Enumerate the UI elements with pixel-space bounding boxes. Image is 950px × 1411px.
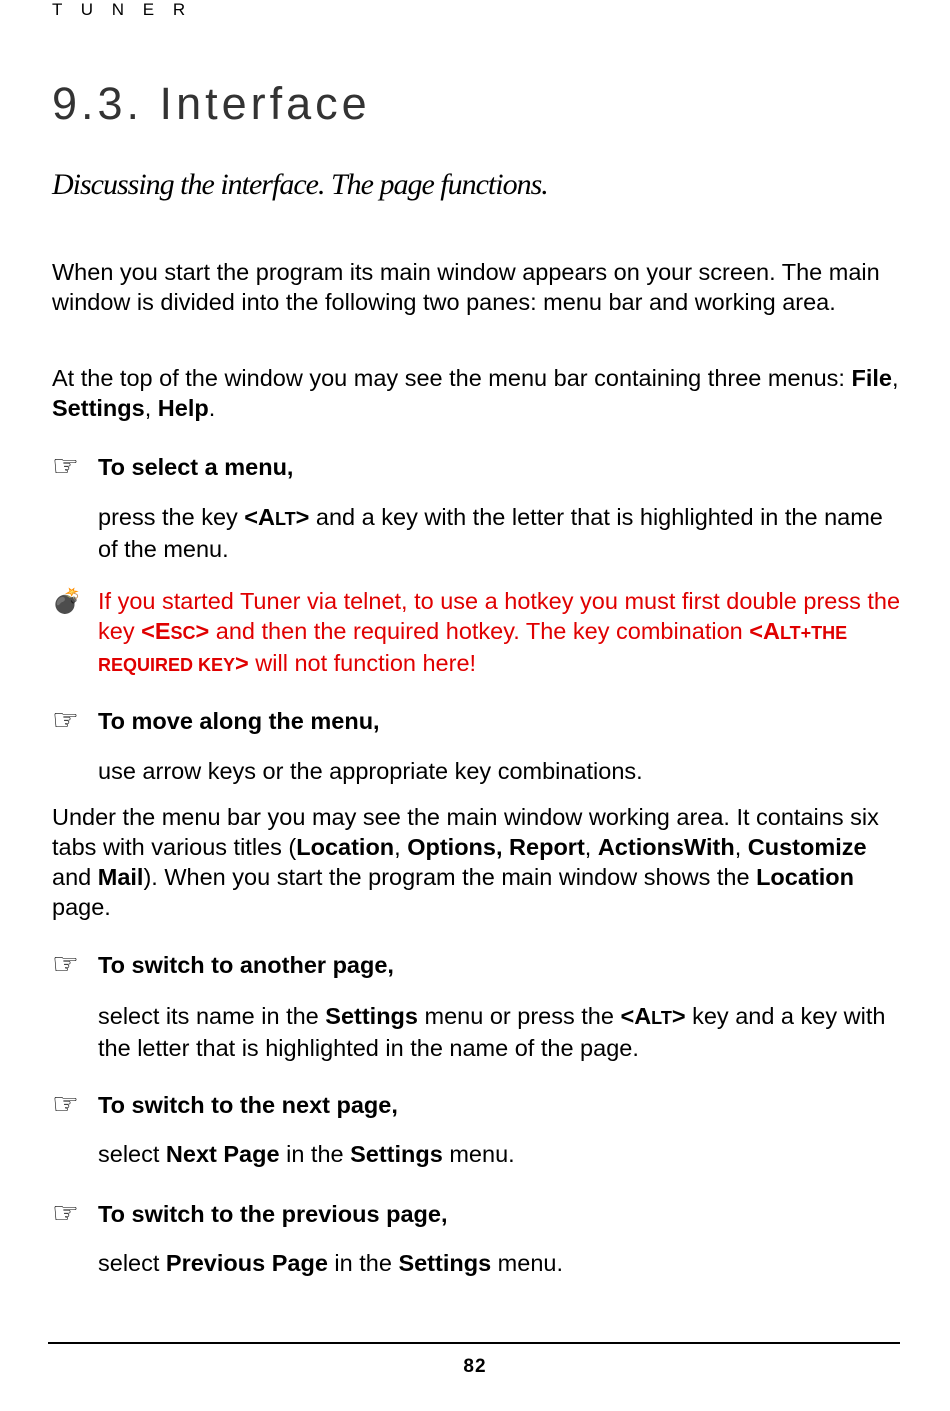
working-area-paragraph: Under the menu bar you may see the main window working area. It contains six tabs with various titles (Location, Options, Report, ActionsWith, Customize and Mail). When you start the program the main window shows the Location page. <box>52 804 879 920</box>
menu-help: Help <box>157 395 209 421</box>
tip-body: use arrow keys or the appropriate key combinations. <box>98 758 643 784</box>
section-subtitle: Discussing the interface. The page functions. <box>52 168 548 201</box>
tip-heading: To switch to the next page, <box>98 1092 398 1118</box>
tip-heading: To move along the menu, <box>98 708 380 734</box>
intro-paragraph: When you start the program its main window appears on your screen. The main window is divided into the following two panes: menu bar and working area. <box>52 259 880 315</box>
tip-heading: To switch to another page, <box>98 952 394 978</box>
tip-switch-page <box>52 947 394 982</box>
key-esc: <ESC> <box>141 618 210 644</box>
running-header: T U N E R <box>52 0 193 19</box>
tip-body: select Previous Page in the Settings menu. <box>98 1250 563 1276</box>
tip-body: press the key <ALT> and a key with the letter that is highlighted in the name of the menu. <box>98 504 883 562</box>
tip-select-menu <box>52 449 294 484</box>
pointing-hand-icon: ☞ <box>52 703 79 738</box>
key-alt: <ALT> <box>620 1003 686 1029</box>
menu-bar-paragraph: At the top of the window you may see the menu bar containing three menus: File, Settings, Help. <box>52 365 899 421</box>
tip-heading: To select a menu, <box>98 454 294 480</box>
pointing-hand-icon: ☞ <box>52 449 79 484</box>
tip-heading: To switch to the previous page, <box>98 1201 448 1227</box>
page-number: 82 <box>463 1356 487 1377</box>
pointing-hand-icon: ☞ <box>52 1087 79 1122</box>
pointing-hand-icon: ☞ <box>52 947 79 982</box>
tip-previous-page <box>52 1196 448 1231</box>
key-alt: <ALT> <box>244 504 310 530</box>
tip-next-page <box>52 1087 398 1122</box>
tip-body: select Next Page in the Settings menu. <box>98 1141 515 1167</box>
key-alt-combo: <ALT+THE REQUIRED KEY> <box>98 618 848 676</box>
tip-move-menu <box>52 703 380 738</box>
tip-body: select its name in the Settings menu or press the <ALT> key and a key with the letter that is highlighted in the name of the page. <box>98 1003 886 1061</box>
section-title: 9.3. Interface <box>52 78 371 129</box>
pointing-hand-icon: ☞ <box>52 1196 79 1231</box>
footer-divider <box>48 1342 900 1344</box>
bomb-icon: 💣 <box>52 587 82 615</box>
menu-settings: Settings <box>52 395 145 421</box>
telnet-warning: 💣 If you started Tuner via telnet, to use a hotkey you must first double press the key <ESC> and then the required hotkey. The key combination <ALT+THE REQUIRED KEY> will not function here! <box>52 587 901 676</box>
menu-file: File <box>851 365 892 391</box>
